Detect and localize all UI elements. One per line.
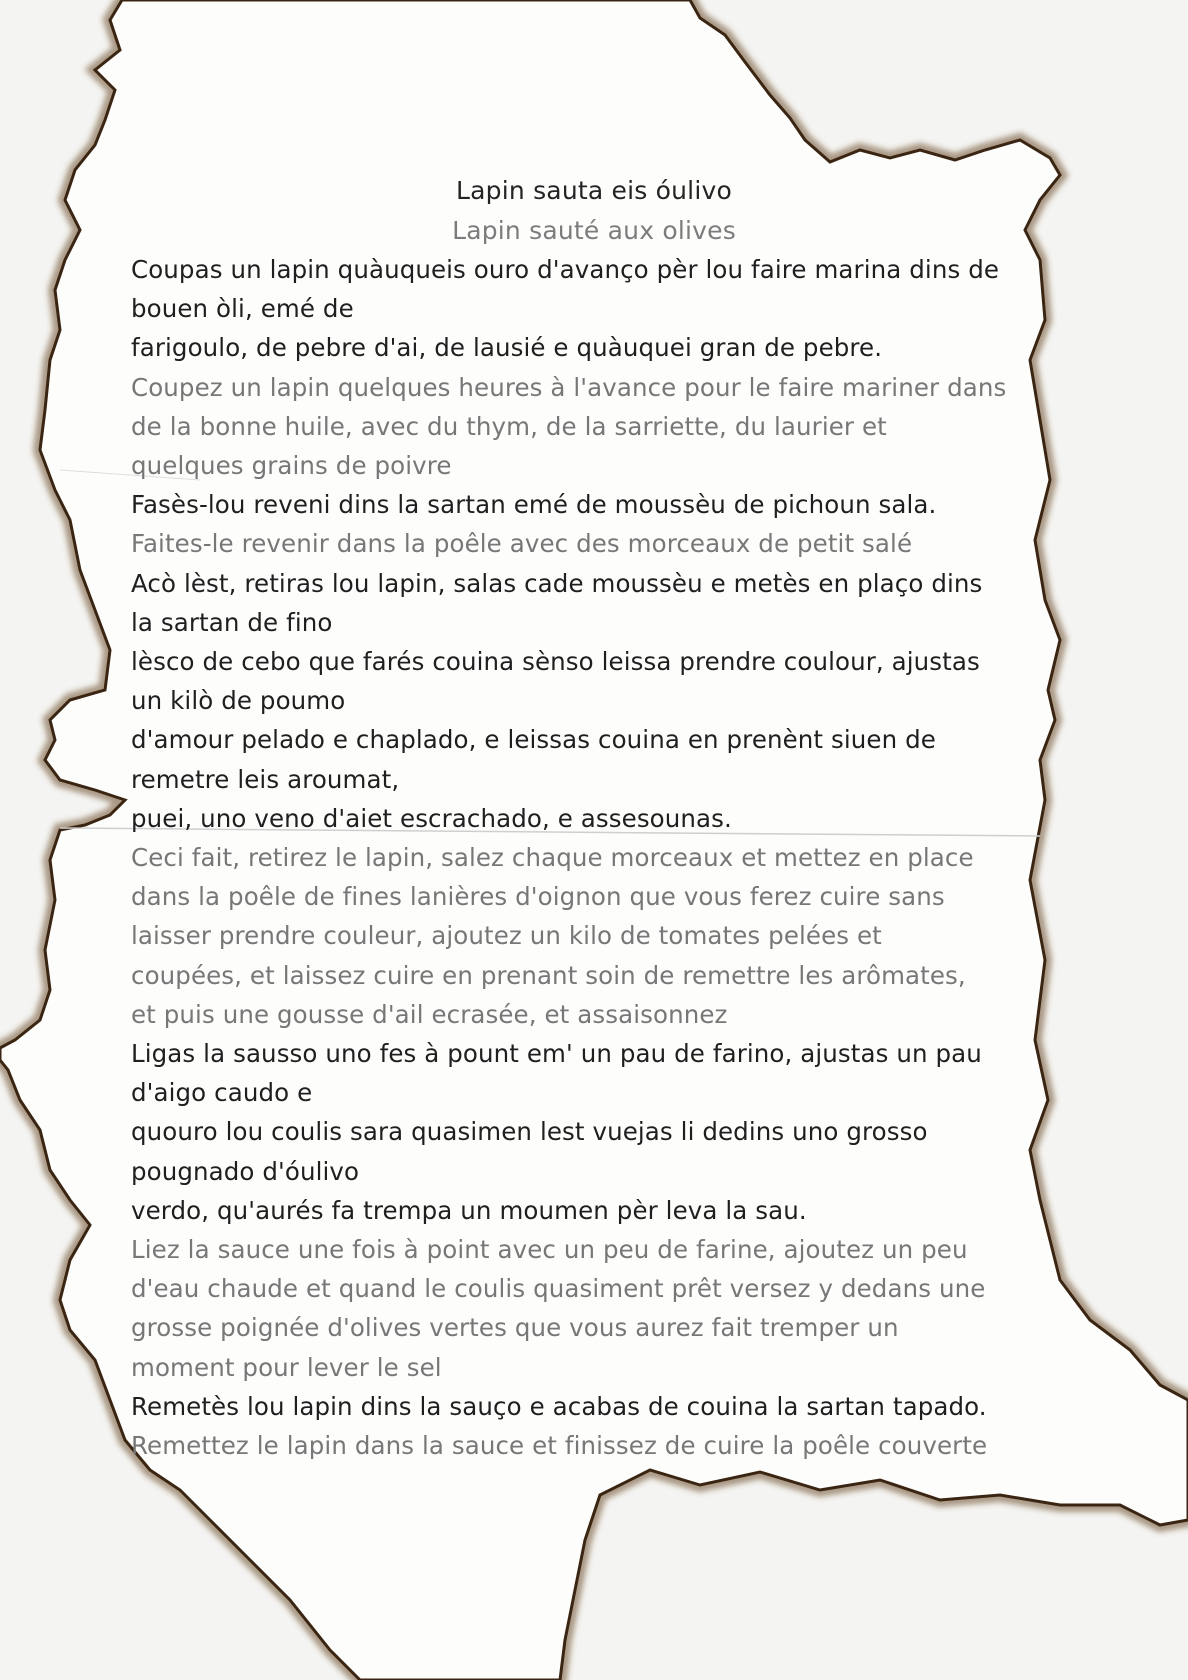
french-paragraph [131, 838, 1051, 1034]
text-line: dans la poêle de fines lanières d'oignon que vous ferez cuire sans [131, 882, 945, 912]
text-line: Liez la sauce une fois à point avec un peu de farine, ajoutez un peu [131, 1235, 968, 1264]
text-line: un kilò de poumo [131, 686, 346, 716]
text-line: Acò lèst, retiras lou lapin, salas cade moussèu e metès en plaço dins [131, 568, 983, 598]
occitan-paragraph [131, 1034, 1051, 1230]
french-paragraph [131, 1426, 1051, 1465]
text-line: d'amour pelado e chaplado, e leissas couina en prenènt siuen de [131, 725, 936, 755]
text-line: Ceci fait, retirez le lapin, salez chaque morceaux et mettez en place [131, 843, 974, 872]
text-line: puei, uno veno d'aiet escrachado, e assesounas. [131, 803, 732, 833]
text-line: Fasès-lou reveni dins la sartan emé de moussèu de pichoun sala. [131, 490, 937, 520]
french-paragraph [131, 368, 1051, 486]
text-line: coupées, et laissez cuire en prenant soin de remettre les arômates, [131, 960, 966, 990]
recipe-title-occitan: Lapin sauta eis óulivo [456, 176, 732, 205]
text-line: la sartan de fino [131, 607, 333, 637]
text-line: farigoulo, de pebre d'ai, de lausié e quàuquei gran de pebre. [131, 333, 883, 363]
text-line: de la bonne huile, avec du thym, de la sarriette, du laurier et [131, 411, 887, 441]
recipe-title-french: Lapin sauté aux olives [452, 216, 736, 245]
french-paragraph [131, 1230, 1051, 1387]
occitan-paragraph [131, 564, 1051, 838]
text-line: Coupez un lapin quelques heures à l'avance pour le faire mariner dans [131, 372, 1007, 402]
text-line: et puis une gousse d'ail ecrasée, et assaisonnez [131, 999, 728, 1029]
text-line: moment pour lever le sel [131, 1352, 442, 1382]
occitan-paragraph [131, 1387, 1051, 1426]
text-line: d'aigo caudo e [131, 1078, 313, 1108]
text-line: pougnado d'óulivo [131, 1156, 360, 1186]
text-line: Remettez le lapin dans la sauce et finissez de cuire la poêle couverte [131, 1431, 988, 1460]
text-line: quouro lou coulis sara quasimen lest vuejas li dedins uno grosso [131, 1117, 928, 1147]
text-line: laisser prendre couleur, ajoutez un kilo de tomates pelées et [131, 921, 882, 951]
text-line: Remetès lou lapin dins la sauço e acabas de couina la sartan tapado. [131, 1391, 987, 1421]
text-line: Ligas la sausso uno fes à pount em' un pau de farino, ajustas un pau [131, 1039, 982, 1068]
text-line: bouen òli, emé de [131, 294, 354, 324]
text-line: remetre leis aroumat, [131, 764, 400, 794]
text-line: Coupas un lapin quàuqueis ouro d'avanço pèr lou faire marina dins de [131, 255, 1000, 284]
french-paragraph [131, 524, 1051, 563]
text-line: quelques grains de poivre [131, 450, 452, 480]
text-line: lèsco de cebo que farés couina sènso leissa prendre coulour, ajustas [131, 646, 980, 676]
occitan-paragraph [131, 250, 1051, 368]
occitan-paragraph [131, 485, 1051, 524]
text-line: verdo, qu'aurés fa trempa un moumen pèr leva la sau. [131, 1195, 807, 1225]
text-line: d'eau chaude et quand le coulis quasiment prêt versez y dedans une [131, 1274, 986, 1304]
text-line: Faites-le revenir dans la poêle avec des morceaux de petit salé [131, 529, 913, 559]
text-line: grosse poignée d'olives vertes que vous aurez fait tremper un [131, 1313, 899, 1343]
